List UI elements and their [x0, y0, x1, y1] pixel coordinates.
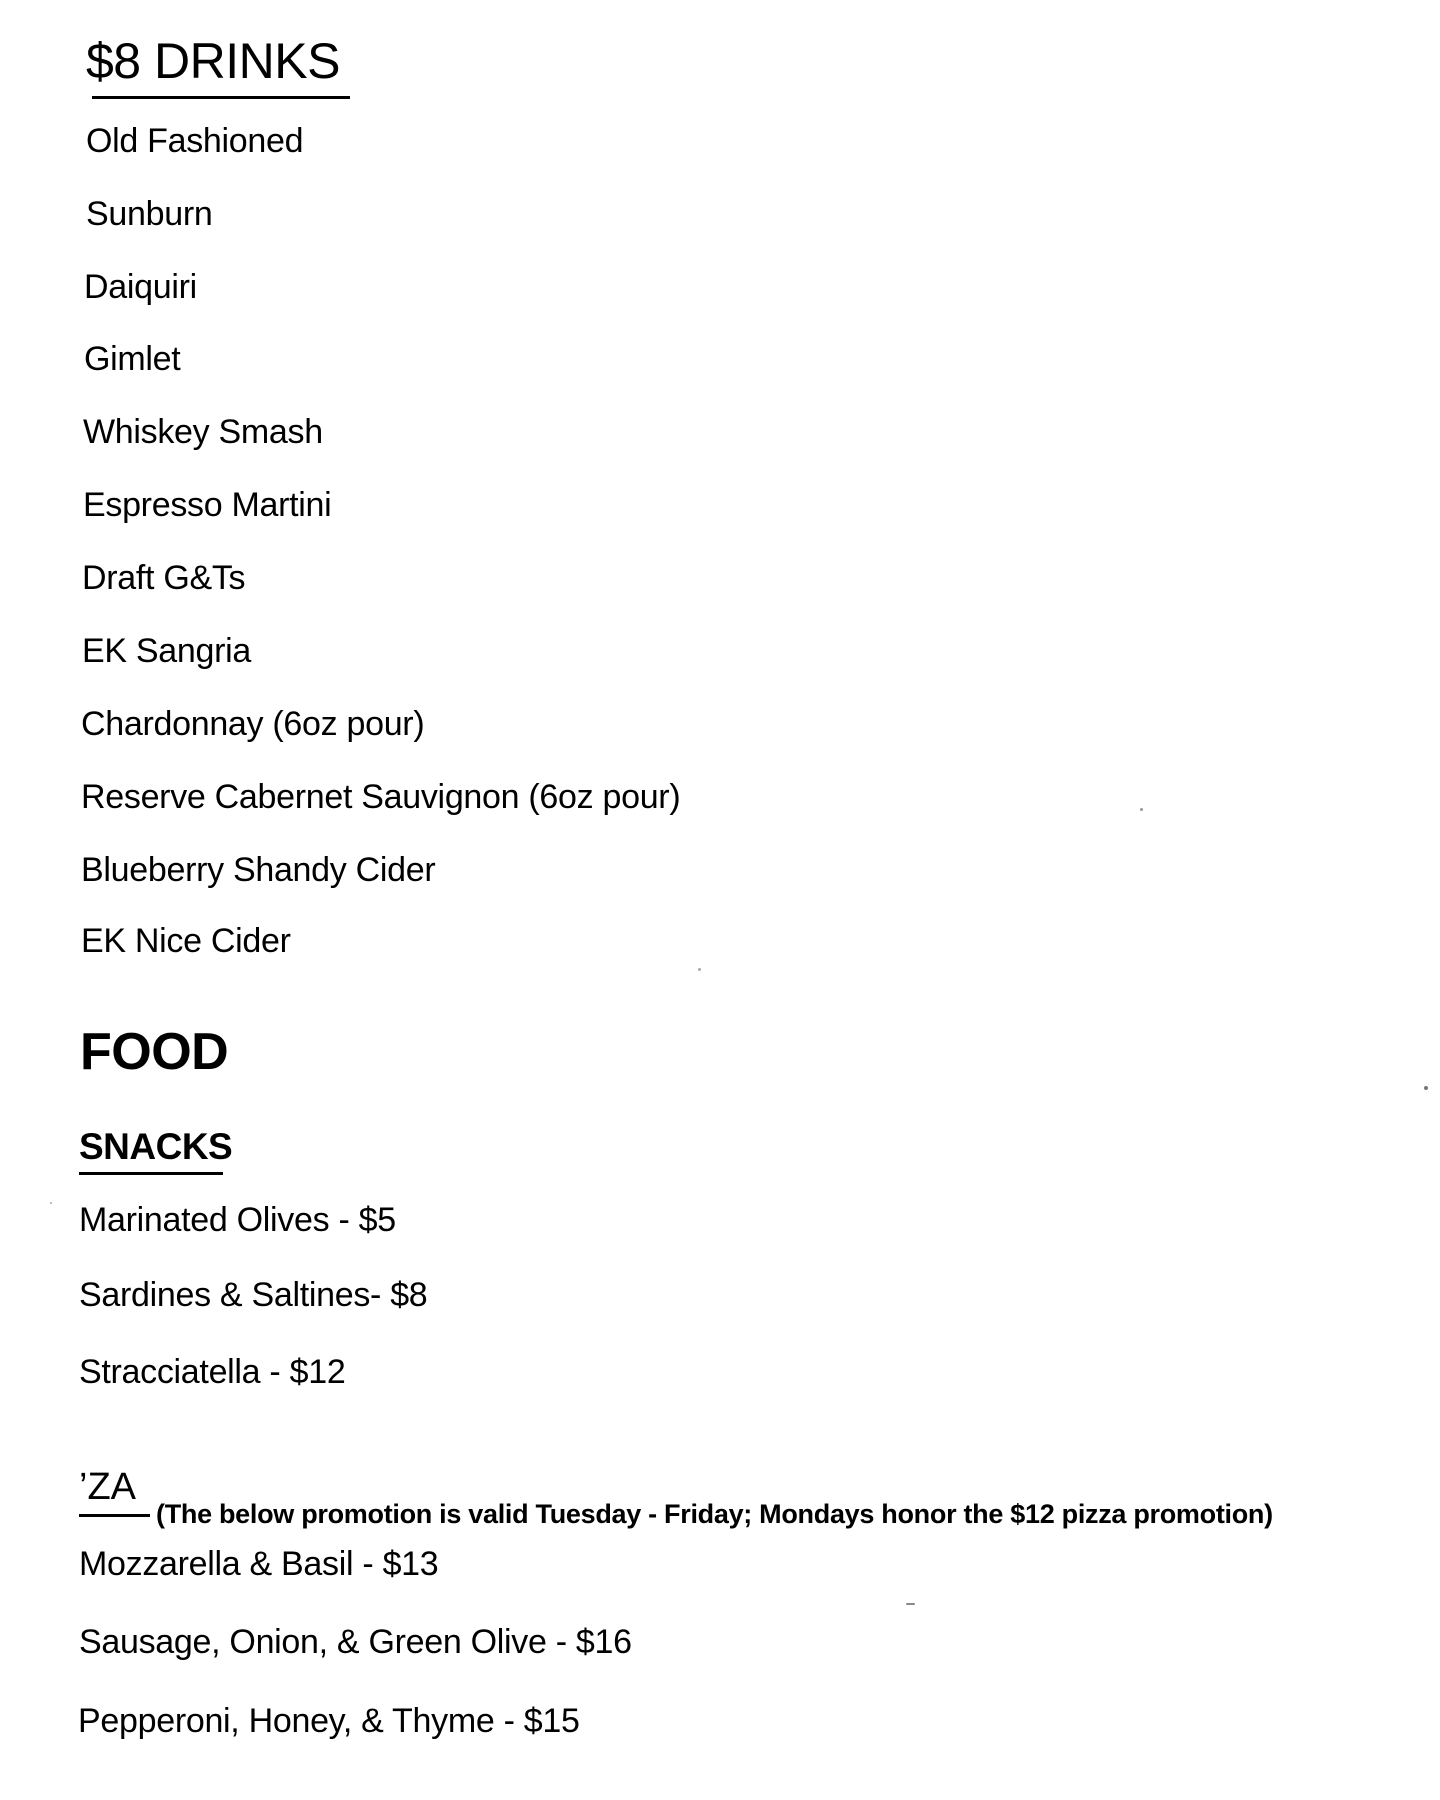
- drinks-heading: $8 DRINKS: [86, 33, 340, 89]
- snacks-heading: SNACKS: [79, 1126, 233, 1167]
- drink-item: Chardonnay (6oz pour): [81, 705, 425, 743]
- pizza-item: Mozzarella & Basil - $13: [79, 1545, 439, 1583]
- scan-speck: [906, 1603, 915, 1605]
- pizza-item: Sausage, Onion, & Green Olive - $16: [79, 1623, 632, 1661]
- drink-item: EK Nice Cider: [81, 922, 291, 960]
- drinks-heading-underline: [92, 96, 350, 99]
- snack-item: Stracciatella - $12: [79, 1353, 346, 1391]
- scan-speck: [50, 1202, 52, 1204]
- pizza-item: Pepperoni, Honey, & Thyme - $15: [78, 1702, 580, 1740]
- scan-speck: [1140, 808, 1143, 811]
- za-heading-underline: [79, 1514, 150, 1517]
- za-promotion-note: (The below promotion is valid Tuesday - Friday; Mondays honor the $12 pizza promotion): [156, 1499, 1273, 1529]
- drink-item: Espresso Martini: [83, 486, 332, 524]
- snacks-heading-underline: [79, 1172, 223, 1175]
- food-heading: FOOD: [80, 1023, 229, 1081]
- scan-speck: [698, 968, 701, 971]
- snack-item: Marinated Olives - $5: [79, 1201, 396, 1239]
- drink-item: Sunburn: [86, 195, 213, 233]
- drink-item: Old Fashioned: [86, 122, 304, 160]
- drink-item: Whiskey Smash: [83, 413, 323, 451]
- snack-item: Sardines & Saltines- $8: [79, 1276, 428, 1314]
- drink-item: Daiquiri: [84, 268, 197, 306]
- drink-item: Blueberry Shandy Cider: [81, 851, 436, 889]
- drink-item: EK Sangria: [82, 632, 251, 670]
- drink-item: Reserve Cabernet Sauvignon (6oz pour): [81, 778, 681, 816]
- scan-speck: [1424, 1086, 1428, 1090]
- za-heading: ’ZA: [79, 1466, 136, 1508]
- drink-item: Gimlet: [84, 340, 181, 378]
- drink-item: Draft G&Ts: [82, 559, 246, 597]
